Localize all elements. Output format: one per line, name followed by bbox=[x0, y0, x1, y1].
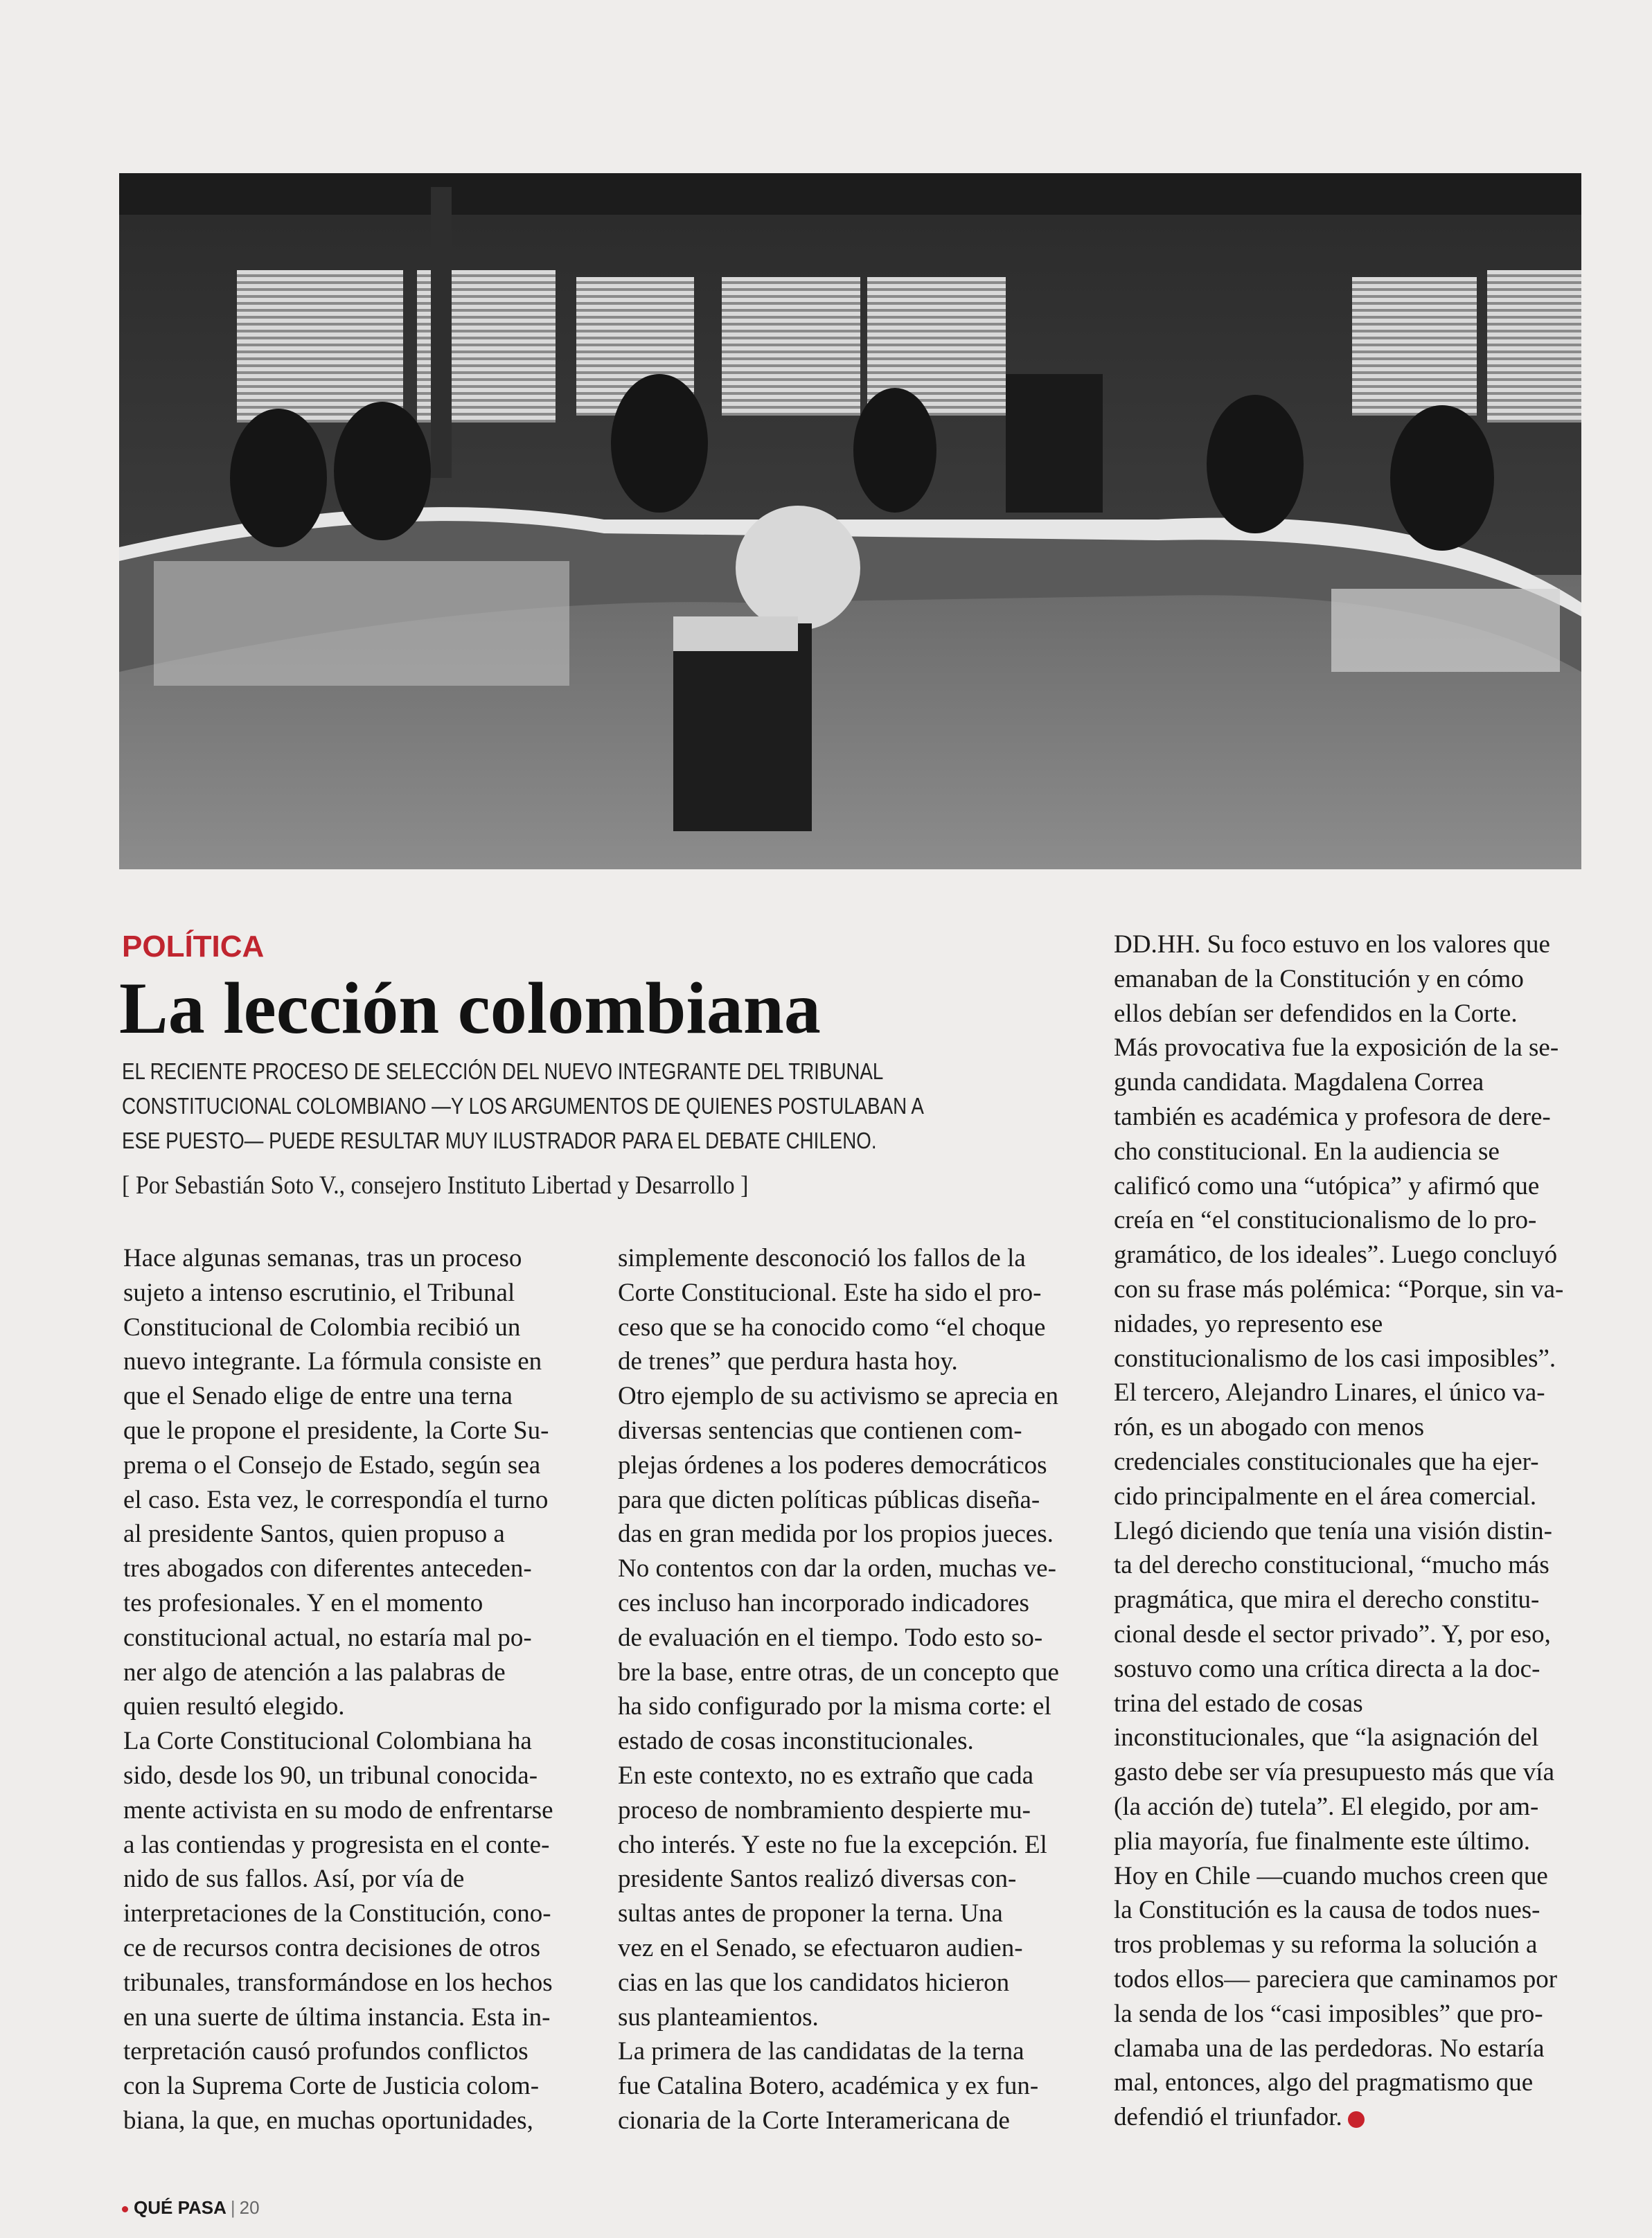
body-column-1 bbox=[123, 1241, 553, 2138]
body-text-line: sultas antes de proponer la terna. Una bbox=[618, 1899, 1003, 1928]
body-text-line: En este contexto, no es extraño que cada bbox=[618, 1761, 1033, 1790]
body-text-line: diversas sentencias que contienen com- bbox=[618, 1416, 1022, 1445]
body-text-line: clamaba una de las perdedoras. No estaría bbox=[1114, 2034, 1545, 2063]
body-text-line: nido de sus fallos. Así, por vía de bbox=[123, 1865, 465, 1894]
body-text-line: sus planteamientos. bbox=[618, 2002, 819, 2032]
body-text-line: credenciales constitucionales que ha ejer- bbox=[1114, 1447, 1539, 1476]
body-text-line: Otro ejemplo de su activismo se aprecia en bbox=[618, 1382, 1058, 1411]
body-text-line: mal, entonces, algo del pragmatismo que bbox=[1114, 2068, 1534, 2097]
body-text-line: cho interés. Y este no fue la excepción. El bbox=[618, 1830, 1047, 1859]
body-text-line: la senda de los “casi imposibles” que pro- bbox=[1114, 1999, 1543, 2028]
article-deck bbox=[122, 1054, 1029, 1158]
deck-line: ESE PUESTO— PUEDE RESULTAR MUY ILUSTRADOR PARA EL DEBATE CHILENO. bbox=[122, 1128, 877, 1153]
body-text-line: nidades, yo represento ese bbox=[1114, 1309, 1383, 1338]
body-text-line: emanaban de la Constitución y en cómo bbox=[1114, 964, 1524, 993]
body-text-line: plejas órdenes a los poderes democráticos bbox=[618, 1450, 1047, 1480]
body-text-line: Hoy en Chile —cuando muchos creen que bbox=[1114, 1861, 1548, 1890]
magazine-name: QUÉ PASA bbox=[134, 2197, 227, 2218]
body-column-2 bbox=[618, 1241, 1059, 2138]
body-text-line: cional desde el sector privado”. Y, por eso, bbox=[1114, 1619, 1551, 1649]
body-text-line: al presidente Santos, quien propuso a bbox=[123, 1520, 505, 1549]
body-text-line: El tercero, Alejandro Linares, el único va- bbox=[1114, 1378, 1545, 1407]
body-text-line: das en gran medida por los propios jueces. bbox=[618, 1520, 1054, 1549]
body-text-line: constitucionalismo de los casi imposibles”. bbox=[1114, 1344, 1556, 1373]
body-text-line: inconstitucionales, que “la asignación del bbox=[1114, 1723, 1539, 1752]
body-text-line: Constitucional de Colombia recibió un bbox=[123, 1313, 521, 1342]
article-photo bbox=[119, 173, 1581, 869]
body-text-line: bre la base, entre otras, de un concepto que bbox=[618, 1658, 1059, 1687]
body-text-line: con la Suprema Corte de Justicia colom- bbox=[123, 2072, 540, 2101]
end-mark-icon bbox=[1348, 2111, 1365, 2128]
body-text-line: gasto debe ser vía presupuesto más que vía bbox=[1114, 1758, 1555, 1787]
bullet-dot-icon bbox=[122, 2206, 128, 2212]
body-text-line: de evaluación en el tiempo. Todo esto so- bbox=[618, 1623, 1043, 1652]
body-text-line: tes profesionales. Y en el momento bbox=[123, 1588, 483, 1617]
body-text-line: creía en “el constitucionalismo de lo pro- bbox=[1114, 1206, 1537, 1235]
body-text-line: también es académica y profesora de dere- bbox=[1114, 1102, 1551, 1131]
body-text-line: estado de cosas inconstitucionales. bbox=[618, 1727, 974, 1756]
body-text-line: pragmática, que mira el derecho constitu- bbox=[1114, 1586, 1540, 1615]
body-text-line: tres abogados con diferentes anteceden- bbox=[123, 1554, 532, 1583]
body-text-line: a las contiendas y progresista en el conte- bbox=[123, 1830, 550, 1859]
body-text-line: terpretación causó profundos conflictos bbox=[123, 2037, 529, 2066]
page-number: 20 bbox=[239, 2197, 260, 2218]
body-text-line: la Constitución es la causa de todos nues- bbox=[1114, 1896, 1540, 1925]
body-text-line: proceso de nombramiento despierte mu- bbox=[618, 1795, 1031, 1824]
deck-line: CONSTITUCIONAL COLOMBIANO —Y LOS ARGUMENTOS DE QUIENES POSTULABAN A bbox=[122, 1093, 924, 1119]
body-text-line: ces incluso han incorporado indicadores bbox=[618, 1588, 1029, 1617]
body-text-line: cido principalmente en el área comercial. bbox=[1114, 1482, 1537, 1511]
body-text-line: gramático, de los ideales”. Luego concluyó bbox=[1114, 1241, 1558, 1270]
body-text-line: nuevo integrante. La fórmula consiste en bbox=[123, 1347, 542, 1376]
body-text-line: Hace algunas semanas, tras un proceso bbox=[123, 1244, 522, 1272]
body-text-line: Llegó diciendo que tenía una visión distin- bbox=[1114, 1516, 1552, 1545]
body-text-line: en una suerte de última instancia. Esta in- bbox=[123, 2002, 551, 2032]
body-text-line: (la acción de) tutela”. El elegido, por am- bbox=[1114, 1792, 1539, 1821]
body-text-line: quien resultó elegido. bbox=[123, 1692, 345, 1721]
body-text-line: plia mayoría, fue finalmente este último. bbox=[1114, 1827, 1531, 1856]
body-text-line: ce de recursos contra decisiones de otros bbox=[123, 1933, 541, 1962]
body-text-line: fue Catalina Botero, académica y ex fun- bbox=[618, 2072, 1039, 2101]
body-text-line: que el Senado elige de entre una terna bbox=[123, 1382, 513, 1411]
section-kicker: POLÍTICA bbox=[122, 930, 265, 963]
body-text-line: calificó como una “utópica” y afirmó que bbox=[1114, 1171, 1540, 1200]
body-text-line: prema o el Consejo de Estado, según sea bbox=[123, 1450, 541, 1480]
article-title: La lección colombiana bbox=[119, 968, 821, 1049]
body-text-line: cias en las que los candidatos hicieron bbox=[618, 1968, 1010, 1997]
body-text-line: interpretaciones de la Constitución, cono- bbox=[123, 1899, 551, 1928]
body-text-line: ha sido configurado por la misma corte: el bbox=[618, 1692, 1051, 1721]
body-text-line: defendió el triunfador. bbox=[1114, 2100, 1563, 2135]
body-column-3 bbox=[1114, 927, 1563, 2135]
body-text-line: DD.HH. Su foco estuvo en los valores que bbox=[1114, 930, 1550, 959]
body-text-line: que le propone el presidente, la Corte Su- bbox=[123, 1416, 549, 1445]
body-text-line: La Corte Constitucional Colombiana ha bbox=[123, 1727, 532, 1756]
body-text-line: sido, desde los 90, un tribunal conocida- bbox=[123, 1761, 538, 1790]
body-text-line: La primera de las candidatas de la terna bbox=[618, 2037, 1024, 2066]
body-text-line: mente activista en su modo de enfrentarse bbox=[123, 1795, 553, 1824]
body-text-line: ceso que se ha conocido como “el choque bbox=[618, 1313, 1046, 1342]
body-text-line: ner algo de atención a las palabras de bbox=[123, 1658, 506, 1687]
body-text-line: ellos debían ser defendidos en la Corte. bbox=[1114, 999, 1518, 1028]
deck-line: EL RECIENTE PROCESO DE SELECCIÓN DEL NUEVO INTEGRANTE DEL TRIBUNAL bbox=[122, 1058, 884, 1084]
byline: [ Por Sebastián Soto V., consejero Instituto Libertad y Desarrollo ] bbox=[122, 1171, 749, 1200]
body-text-line: rón, es un abogado con menos bbox=[1114, 1413, 1425, 1442]
body-text-line: todos ellos— pareciera que caminamos por bbox=[1114, 1964, 1558, 1993]
footer-separator: | bbox=[230, 2197, 236, 2218]
body-text-line: cho constitucional. En la audiencia se bbox=[1114, 1137, 1500, 1166]
body-text-line: No contentos con dar la orden, muchas ve- bbox=[618, 1554, 1056, 1583]
body-text-line: de trenes” que perdura hasta hoy. bbox=[618, 1347, 958, 1376]
body-text-line: tribunales, transformándose en los hechos bbox=[123, 1968, 553, 1997]
body-text-line: el caso. Esta vez, le correspondía el turno bbox=[123, 1485, 549, 1514]
body-text-line: trina del estado de cosas bbox=[1114, 1689, 1363, 1718]
body-text-line: vez en el Senado, se efectuaron audien- bbox=[618, 1933, 1023, 1962]
court-chamber-photo bbox=[119, 173, 1581, 869]
body-text-line: simplemente desconoció los fallos de la bbox=[618, 1244, 1026, 1272]
body-text-line: sujeto a intenso escrutinio, el Tribunal bbox=[123, 1278, 515, 1307]
body-text-line: sostuvo como una crítica directa a la doc- bbox=[1114, 1654, 1540, 1683]
body-text-line: Más provocativa fue la exposición de la se- bbox=[1114, 1033, 1559, 1063]
body-text-line: biana, la que, en muchas oportunidades, bbox=[123, 2106, 533, 2135]
body-text-line: Corte Constitucional. Este ha sido el pro- bbox=[618, 1278, 1042, 1307]
body-text-line: presidente Santos realizó diversas con- bbox=[618, 1865, 1017, 1894]
page-footer bbox=[122, 2197, 260, 2219]
body-text-line: con su frase más polémica: “Porque, sin va- bbox=[1114, 1275, 1564, 1304]
body-text-line: gunda candidata. Magdalena Correa bbox=[1114, 1068, 1484, 1097]
body-text-line: para que dicten políticas públicas diseña- bbox=[618, 1485, 1040, 1514]
body-text-line: constitucional actual, no estaría mal po- bbox=[123, 1623, 532, 1652]
body-text-line: tros problemas y su reforma la solución a bbox=[1114, 1930, 1538, 1960]
body-text-line: cionaria de la Corte Interamericana de bbox=[618, 2106, 1010, 2135]
body-text-line: ta del derecho constitucional, “mucho más bbox=[1114, 1551, 1549, 1580]
